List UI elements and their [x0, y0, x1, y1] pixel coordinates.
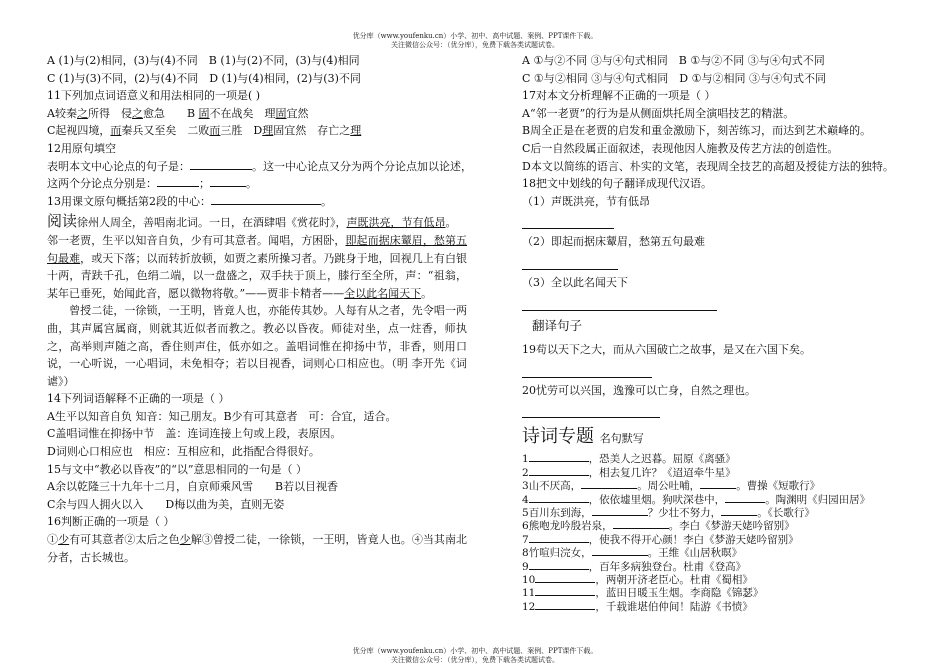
poem-item: 2 ，相去复几许？《迢迢牵牛星》	[522, 466, 736, 479]
poem-item: 5百川东到海， ？少壮不努力， 。《长歌行》	[522, 506, 815, 519]
page-footer	[0, 647, 950, 665]
answer-blank[interactable]	[529, 466, 589, 476]
poem-item: 3山不厌高， 。周公吐哺， 。曹操《短歌行》	[522, 480, 821, 493]
poem-item: 4 ，依依墟里烟。狗吠深巷中， 。陶渊明《归园田居》	[522, 493, 871, 506]
page-header	[0, 32, 950, 50]
question-15-cd: C余与四人拥火以入 D梅以曲为美，直则无姿	[47, 497, 285, 511]
question-17-b: B周全正是在老贾的启发和重金激励下，刻苦练习，而达到艺术巅峰的。	[522, 124, 872, 138]
option-c: C (1)与(3)不同，(2)与(4)不同 D (1)与(4)相同，(2)与(3)不同	[47, 71, 361, 85]
question-14-ab: A生平以知音自负 知音：知己朋友。B少有可其意者 可：合宜，适合。	[47, 409, 397, 423]
question-12: 12用原句填空	[47, 141, 116, 155]
answer-blank[interactable]	[581, 479, 637, 489]
answer-line[interactable]	[522, 359, 652, 378]
poem-item: 8竹喧归浣女， 。王维《山居秋暝》	[522, 547, 743, 560]
reading-title: 阅读	[47, 212, 78, 231]
option-a: A ①与②不同 ③与④句式相同 B ①与②不同 ③与④句式不同	[522, 54, 825, 67]
poem-item: 1 ，恐美人之迟暮。屈原《离骚》	[522, 453, 736, 466]
question-15: 15与文中“教必以昏夜”的“以”意思相同的一句是（ ）	[47, 462, 307, 476]
answer-blank[interactable]	[535, 586, 595, 596]
answer-line[interactable]	[522, 251, 618, 270]
reading-passage-p2: 曾授二徒，一徐锁，一王明，皆竟人也，亦能传其妙。人每有从之者，先令唱一两曲，其声属宫属商，则就其近似者而教之。教必以昏夜。师徒对坐，点一炷香，师执之，高举则声随之高，香住则声住，低亦如之。盖唱词惟在抑扬中节，非香，则用口说，一心听说，一心唱词，未免相夺；若以目视香，词则心口相应也。（明 李开先《词谑》）	[47, 304, 467, 388]
question-17-d: D本文以简练的语言、朴实的文笔，表现周全技艺的高超及授徒方法的独特。	[522, 159, 894, 173]
question-20: 20忧劳可以兴国，逸豫可以亡身，自然之理也。	[522, 383, 756, 397]
answer-line[interactable]	[522, 399, 660, 418]
poetry-subtitle: 名句默写	[599, 432, 644, 446]
header-line-1: 优分库（www.youfenku.cn）小学、初中、高中试题、案例、PPT课件下载。	[352, 32, 598, 40]
poem-list	[522, 452, 922, 613]
question-19: 19苟以天下之大，而从六国破亡之故事，是又在六国下矣。	[522, 343, 811, 357]
question-15-ab: A余以乾隆三十九年十二月，自京师乘风雪 B若以目视香	[47, 480, 339, 494]
answer-blank[interactable]	[535, 600, 595, 610]
answer-blank[interactable]	[529, 452, 589, 462]
answer-blank[interactable]	[592, 506, 648, 516]
footer-line-1: 优分库（www.youfenku.cn）小学、初中、高中试题、案例、PPT课件下载。	[352, 647, 598, 655]
question-16-items: ①少有可其意者②太后之色少解③曾授二徒，一徐锁，一王明，皆竟人也。④当其南北分者，古长城也。	[47, 533, 468, 564]
answer-line[interactable]	[522, 210, 614, 229]
question-11: 11下列加点词语意义和用法相同的一项是( )	[47, 89, 261, 103]
question-12-line2: 这两个分论点分别是： ； 。	[47, 177, 257, 191]
answer-blank[interactable]	[529, 493, 589, 503]
poem-item: 6熊咆龙吟殷岩泉， 。李白《梦游天姥吟留别》	[522, 520, 795, 533]
option-a: A (1)与(2)相同，(3)与(4)不同 B (1)与(2)不同，(3)与(4)相同	[47, 54, 360, 67]
question-11-cd: C起视四境，而秦兵又至矣 二败而三胜 D理固宜然 存亡之理	[47, 124, 362, 138]
poem-item: 11 ，蓝田日暖玉生烟。李商隐《锦瑟》	[522, 587, 764, 600]
answer-blank[interactable]	[721, 506, 757, 516]
question-17-a: A“邻一老贾”的行为是从侧面烘托周全演唱技艺的精湛。	[522, 106, 795, 120]
question-11-ab: A较秦之所得 侵之愈急 B 固不在战矣 理固宜然	[47, 106, 309, 120]
left-column	[47, 52, 472, 566]
question-18: 18把文中划线的句子翻译成现代汉语。	[522, 177, 712, 191]
answer-blank[interactable]	[190, 158, 252, 170]
poem-item: 10 ，两朝开济老臣心。杜甫《蜀相》	[522, 573, 753, 586]
answer-blank[interactable]	[725, 493, 765, 503]
answer-blank[interactable]	[613, 519, 669, 529]
question-16: 16判断正确的一项是（ ）	[47, 515, 175, 529]
answer-blank[interactable]	[211, 193, 321, 205]
answer-line[interactable]	[522, 292, 717, 311]
answer-blank[interactable]	[592, 546, 648, 556]
answer-blank[interactable]	[535, 573, 595, 583]
reading-passage-intro: 阅读徐州人周全，善唱南北词。一日，在酒肆唱《赏花时》，声既洪亮，节有低昂。	[47, 212, 457, 231]
answer-blank[interactable]	[529, 533, 589, 543]
poetry-section-title: 诗词专题 名句默写	[522, 426, 644, 448]
poem-item: 9 ，百年多病独登台。杜甫《登高》	[522, 560, 747, 573]
question-12-line1: 表明本文中心论点的句子是： 。这一中心论点又分为两个分论点加以论述，	[47, 159, 472, 173]
answer-blank[interactable]	[529, 560, 589, 570]
question-14-c: C盖唱词惟在抑扬中节 盖：连词连接上句或上段，表原因。	[47, 427, 342, 441]
translation-title: 翻译句子	[532, 317, 583, 333]
question-14-d: D词则心口相应也 相应：互相应和，此指配合得很好。	[47, 445, 320, 459]
question-18-3: （3）全以此名闻天下	[522, 275, 628, 289]
question-18-1: （1）声既洪亮，节有低昂	[522, 194, 650, 208]
answer-blank[interactable]	[210, 175, 246, 187]
question-14: 14下列词语解释不正确的一项是（ ）	[47, 392, 230, 406]
footer-line-2: 关注微信公众号：（优分库），免费下载各类试题试卷。	[391, 656, 559, 664]
reading-passage-p1: 邻一老贾，生平以知音自负，少有可其意者。闻唱，方困卧，即起而据床颦眉，愁第五句最难，或天下落；以而转折放顿，如贾之素所操习者。乃跳身于地，回视几上有白银十两，青趺千孔，色绢二端，以一盘盛之，双手扶于顶上，膝行至全所，声：“祖翁，某年已垂死，始闻此音，愿以微物将敬。”——贾非卡精者——全以此名闻天下。	[47, 233, 468, 300]
answer-blank[interactable]	[157, 175, 199, 187]
header-line-2: 关注微信公众号：（优分库），免费下载各类试题试卷。	[391, 41, 559, 49]
question-17: 17对本文分析理解不正确的一项是（ ）	[522, 89, 716, 103]
answer-blank[interactable]	[700, 479, 736, 489]
question-17-c: C后一自然段属正面叙述，表现他因人施教及传艺方法的创造性。	[522, 141, 839, 155]
option-c: C ①与②相同 ③与④句式相同 D ①与②相同 ③与④句式不同	[522, 71, 826, 85]
question-13: 13用课文原句概括第2段的中心： 。	[47, 194, 332, 208]
right-column	[522, 52, 922, 613]
poem-item: 7 ，使我不得开心颜！李白《梦游天姥吟留别》	[522, 533, 799, 546]
question-18-2: （2）即起而据床颦眉，愁第五句最难	[522, 235, 705, 249]
poem-item: 12 ，千载谁堪伯仲间！陆游《书愤》	[522, 600, 753, 613]
